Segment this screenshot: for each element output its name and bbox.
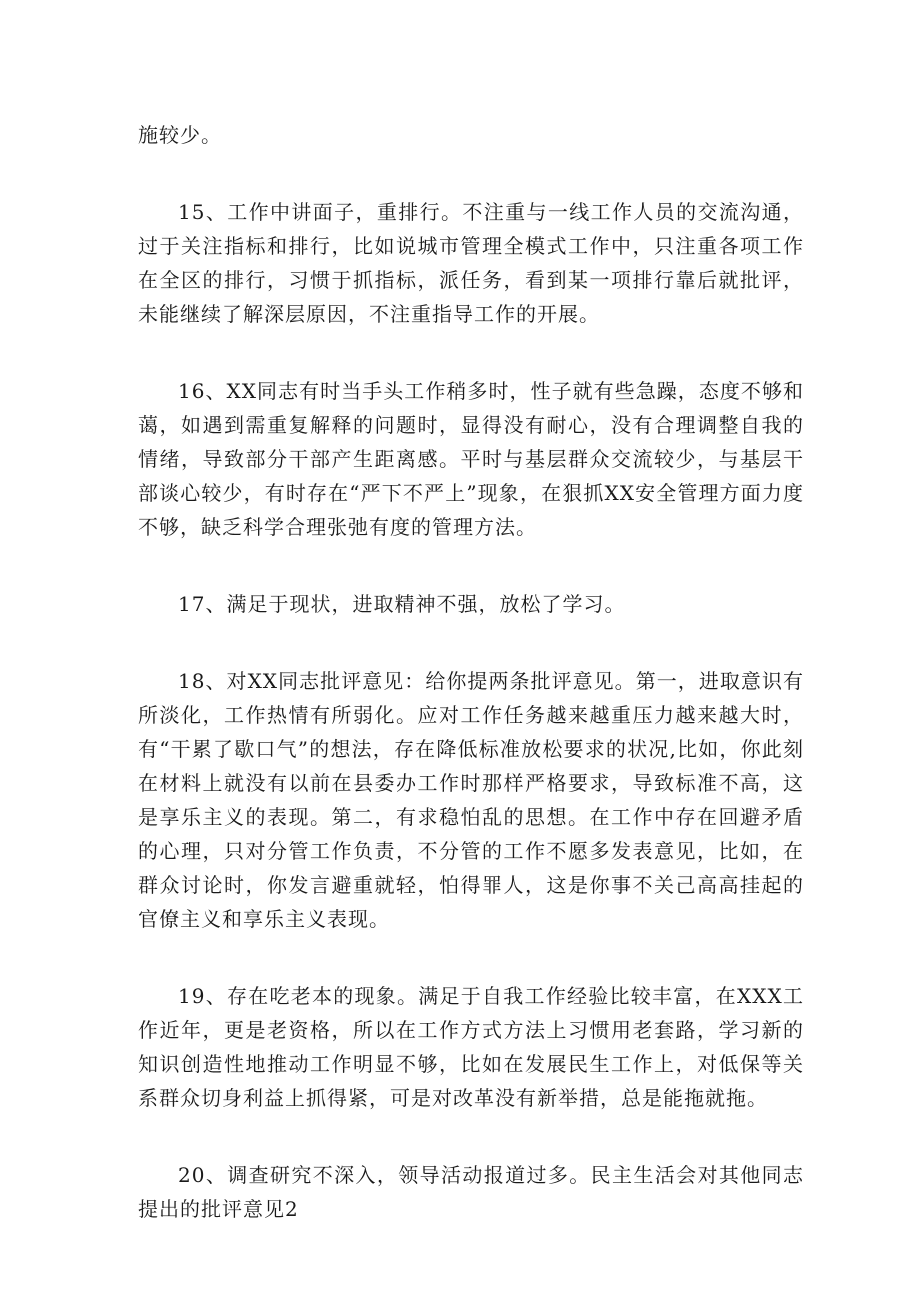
paragraph-item-17: 17、满足于现状，进取精神不强，放松了学习。	[178, 592, 626, 616]
paragraph-continuation: 施较少。	[138, 123, 222, 147]
paragraph-item-15: 15、工作中讲面子，重排行。不注重与一线工作人员的交流沟通，过于关注指标和排行，比如说城市管理全模式工作中，只注重各项工作在全区的排行，习惯于抓指标，派任务，看到某一项排行靠后就批评，未能继续了解深层原因，不注重指导工作的开展。	[138, 200, 804, 326]
paragraph-item-18: 18、对XX同志批评意见：给你提两条批评意见。第一，进取意识有所淡化，工作热情有所弱化。应对工作任务越来越重压力越来越大时，有“干累了歇口气”的想法，存在降低标准放松要求的状况,比如，你此刻在材料上就没有以前在县委办工作时那样严格要求，导致标准不高，这是享乐主义的表现。第二，有求稳怕乱的思想。在工作中存在回避矛盾的心理，只对分管工作负责，不分管的工作不愿多发表意见，比如，在群众讨论时，你发言避重就轻，怕得罪人，这是你事不关己高高挂起的官僚主义和享乐主义表现。	[138, 669, 804, 931]
paragraph-item-20: 20、调查研究不深入，领导活动报道过多。民主生活会对其他同志提出的批评意见2	[138, 1163, 804, 1221]
paragraph-item-19: 19、存在吃老本的现象。满足于自我工作经验比较丰富，在XXX工作近年，更是老资格，所以在工作方式方法上习惯用老套路，学习新的知识创造性地推动工作明显不够，比如在发展民生工作上，对低保等关系群众切身利益上抓得紧，可是对改革没有新举措，总是能拖就拖。	[138, 984, 804, 1110]
paragraph-item-16: 16、XX同志有时当手头工作稍多时，性子就有些急躁，态度不够和蔼，如遇到需重复解释的问题时，显得没有耐心，没有合理调整自我的情绪，导致部分干部产生距离感。平时与基层群众交流较少，与基层干部谈心较少，有时存在“严下不严上”现象，在狠抓XX安全管理方面力度不够，缺乏科学合理张弛有度的管理方法。	[138, 379, 804, 539]
